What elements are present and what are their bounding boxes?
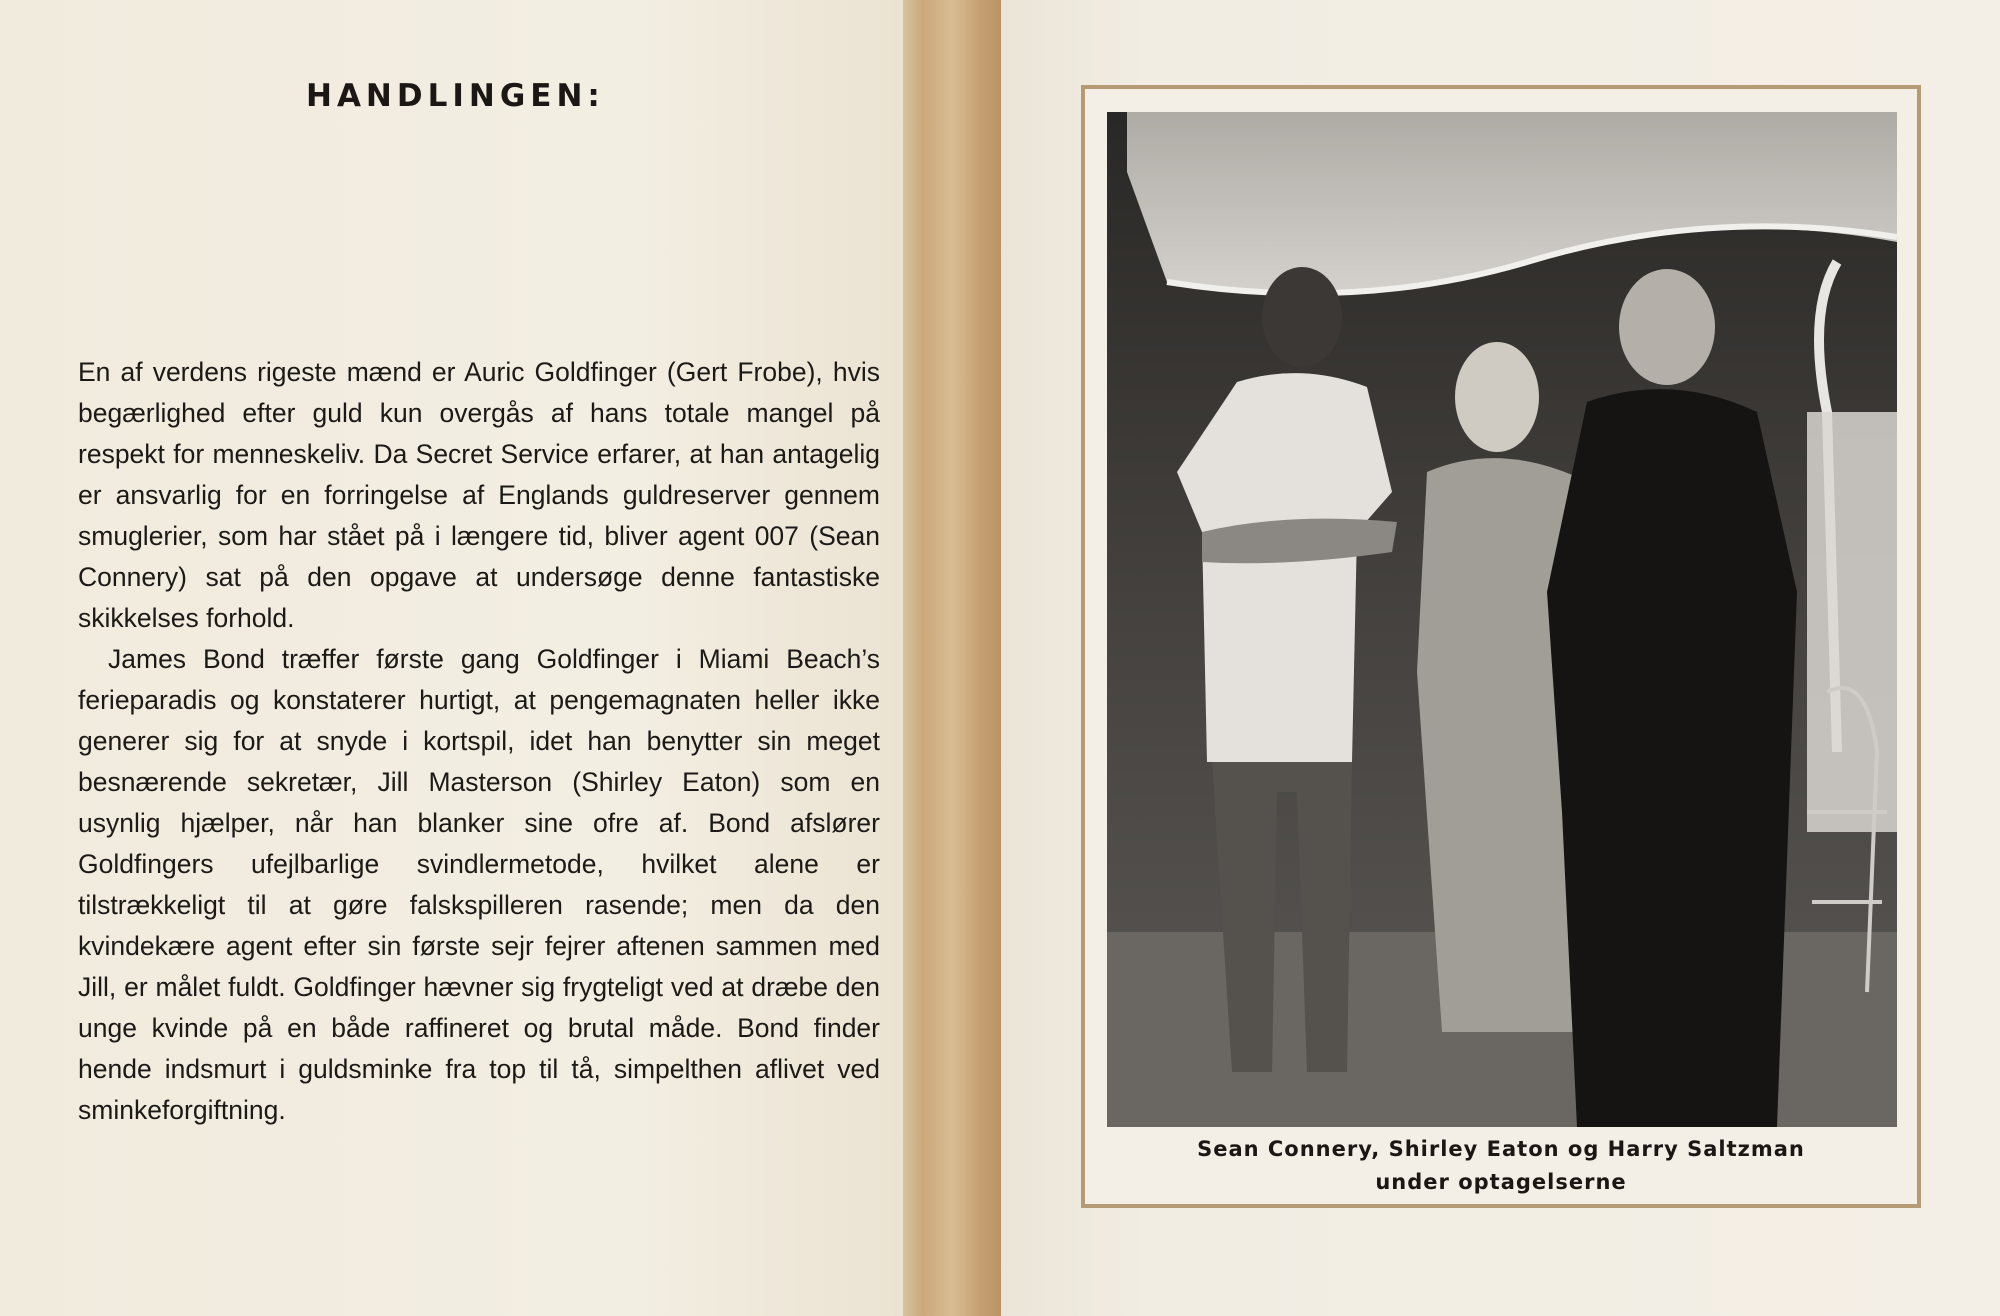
- paragraph-2: James Bond træffer første gang Goldfinger i Miami Beach’s ferieparadis og konstaterer hurtigt, at pengemagnaten heller ikke generer sig for at snyde i kortspil, idet han benytter sin meget besnærende sekretær, Jill Masterson (Shirley Eaton) som en usynlig hjælper, når han blanker sine ofre af. Bond afslører Goldfingers ufejlbarlige svindlermetode, hvilket alene er tilstrækkeligt til at gøre falskspilleren rasende; men da den kvindekære agent efter sin første sejr fejrer aftenen sammen med Jill, er målet fuldt. Goldfinger hævner sig frygteligt ved at dræbe den unge kvinde på en både raffineret og brutal måde. Bond finder hende indsmurt i guldsminke fra top til tå, simpelthen aflivet ved sminkeforgiftning.: [78, 644, 880, 1125]
- paragraph-1: En af verdens rigeste mænd er Auric Goldfinger (Gert Frobe), hvis begærlighed efter guld kun overgås af hans totale mangel på respekt for menneskeliv. Da Secret Service erfarer, at han antagelig er ansvarlig for en forringelse af Englands guldreserver gennem smuglerier, som har stået på i længere tid, bliver agent 007 (Sean Connery) sat på den opgave at undersøge denne fantastiske skikkelses forhold.: [78, 357, 880, 633]
- caption-line-2: under optagelserne: [1375, 1170, 1627, 1194]
- woman-head: [1455, 342, 1539, 452]
- plot-text: [78, 352, 880, 1131]
- man-right-suit: [1547, 389, 1797, 1127]
- man-left-head: [1262, 267, 1342, 367]
- caption-line-1: Sean Connery, Shirley Eaton og Harry Saltzman: [1197, 1137, 1805, 1161]
- wall-panel: [1807, 412, 1897, 832]
- book-spine: [903, 0, 1001, 1316]
- section-heading: HANDLINGEN:: [306, 78, 605, 114]
- production-photo: [1107, 112, 1897, 1127]
- photo-caption: [1085, 1133, 1917, 1199]
- man-right-head: [1619, 269, 1715, 385]
